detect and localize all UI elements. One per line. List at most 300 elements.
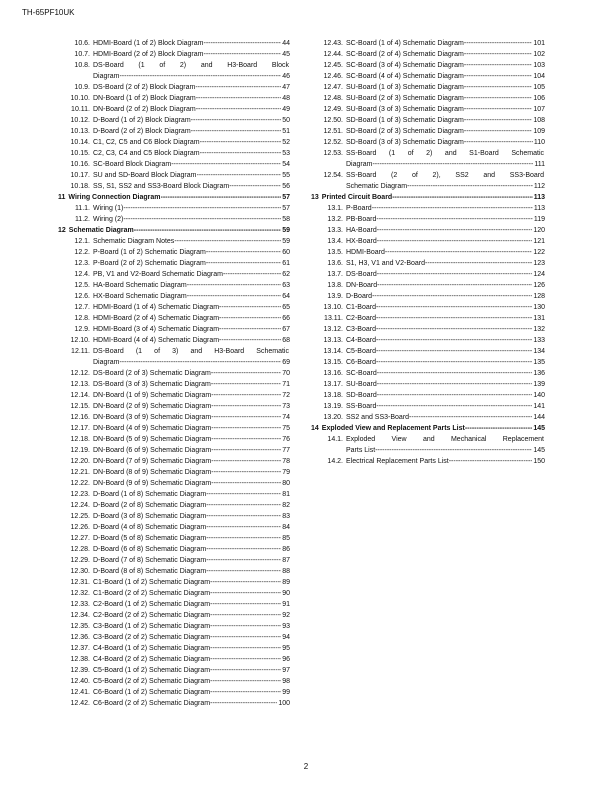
- toc-entry-page: 81: [282, 491, 290, 498]
- toc-entry-number: 13.20.: [323, 414, 343, 421]
- toc-entry-title: Wiring (1): [93, 205, 124, 212]
- toc-entry-title: C4-Board: [346, 337, 376, 344]
- toc-entry[interactable]: [58, 544, 290, 555]
- toc-entry[interactable]: [58, 434, 290, 445]
- toc-entry-title: D-Board (3 of 8) Schematic Diagram: [93, 513, 207, 520]
- toc-entry[interactable]: [311, 335, 545, 346]
- toc-entry[interactable]: [311, 225, 545, 236]
- toc-entry[interactable]: [58, 302, 290, 313]
- toc-entry-number: 13.2.: [327, 216, 343, 223]
- toc-entry[interactable]: [311, 412, 545, 423]
- toc-entry-number: 10.6.: [74, 40, 90, 47]
- toc-entry-page: 106: [533, 95, 545, 102]
- toc-entry-page: 111: [534, 161, 545, 168]
- dot-leader: [197, 170, 282, 181]
- toc-entry[interactable]: [58, 632, 290, 643]
- toc-section-heading[interactable]: [311, 423, 545, 434]
- toc-entry-number: 13.19.: [323, 403, 343, 410]
- toc-entry[interactable]: [311, 170, 545, 181]
- toc-entry-title: P-Board (1 of 2) Schematic Diagram: [93, 249, 206, 256]
- toc-entry-page: 53: [282, 150, 290, 157]
- toc-entry-number: 12.38.: [70, 656, 90, 663]
- dot-leader: [219, 324, 281, 335]
- toc-entry[interactable]: [311, 456, 545, 467]
- toc-entry-title: Wiring Connection Diagram: [68, 194, 161, 201]
- dot-leader: [376, 335, 532, 346]
- toc-entry-page: 131: [533, 315, 545, 322]
- toc-entry-number: 12.40.: [70, 678, 90, 685]
- toc-entry-number: 10.18.: [70, 183, 90, 190]
- toc-entry-number: 10.9.: [74, 84, 90, 91]
- toc-entry-number: 13.11.: [324, 315, 343, 322]
- dot-leader: [206, 489, 281, 500]
- toc-entry-number: 12.12.: [70, 370, 90, 377]
- toc-entry[interactable]: [58, 159, 290, 170]
- dot-leader: [211, 434, 281, 445]
- toc-entry[interactable]: [58, 203, 290, 214]
- toc-entry-number: 13.12.: [323, 326, 343, 333]
- toc-entry-number: 10.14.: [70, 139, 90, 146]
- toc-entry[interactable]: [311, 137, 545, 148]
- dot-leader: [464, 137, 533, 148]
- toc-entry-number: 12.20.: [70, 458, 90, 465]
- toc-entry-number: 10.12.: [70, 117, 90, 124]
- toc-entry[interactable]: [58, 368, 290, 379]
- dot-leader: [210, 643, 281, 654]
- toc-entry[interactable]: [311, 159, 545, 170]
- toc-entry-title: C1, C2, C5 and C6 Block Diagram: [93, 139, 200, 146]
- toc-entry-title: Wiring (2): [93, 216, 124, 223]
- toc-entry-number: 12.35.: [70, 623, 90, 630]
- dot-leader: [377, 280, 532, 291]
- toc-entry[interactable]: [58, 687, 290, 698]
- toc-entry-page: 78: [282, 458, 290, 465]
- toc-entry-number: 12.30.: [70, 568, 90, 575]
- toc-entry-page: 124: [533, 271, 545, 278]
- toc-entry[interactable]: [311, 280, 545, 291]
- toc-entry-number: 13.10.: [323, 304, 343, 311]
- toc-entry-title: D-Board (1 of 8) Schematic Diagram: [93, 491, 207, 498]
- toc-entry[interactable]: [58, 478, 290, 489]
- toc-entry-number: 12.8.: [74, 315, 90, 322]
- toc-entry[interactable]: [58, 401, 290, 412]
- toc-entry-page: 145: [533, 447, 545, 454]
- toc-entry-page: 122: [533, 249, 545, 256]
- toc-entry-page: 45: [282, 51, 290, 58]
- toc-entry[interactable]: [311, 236, 545, 247]
- toc-entry-page: 132: [533, 326, 545, 333]
- toc-entry-number: 12.25.: [70, 513, 90, 520]
- dot-leader: [409, 412, 532, 423]
- toc-entry-page: 112: [533, 183, 545, 190]
- toc-entry[interactable]: [58, 533, 290, 544]
- toc-entry[interactable]: [58, 126, 290, 137]
- toc-entry-number: 12.47.: [323, 84, 343, 91]
- toc-entry-page: 89: [282, 579, 290, 586]
- dot-leader: [464, 60, 532, 71]
- toc-entry-number: 12.23.: [70, 491, 90, 498]
- toc-entry-title: SC-Board: [346, 370, 377, 377]
- toc-entry[interactable]: [311, 357, 545, 368]
- toc-entry-page: 130: [533, 304, 545, 311]
- toc-entry[interactable]: [58, 577, 290, 588]
- toc-entry-title: SS-Board: [346, 403, 377, 410]
- toc-entry[interactable]: [311, 49, 545, 60]
- toc-entry-page: 59: [282, 238, 290, 245]
- toc-entry-page: 102: [533, 51, 545, 58]
- toc-entry[interactable]: [58, 71, 290, 82]
- toc-entry[interactable]: [58, 214, 290, 225]
- toc-entry-page: 70: [282, 370, 290, 377]
- toc-entry[interactable]: [58, 566, 290, 577]
- toc-entry-number: 12.10.: [70, 337, 90, 344]
- toc-entry[interactable]: [58, 676, 290, 687]
- toc-entry-title: HX-Board Schematic Diagram: [93, 293, 187, 300]
- toc-entry-title: DN-Board (3 of 9) Schematic Diagram: [93, 414, 212, 421]
- toc-entry-page: 113: [533, 205, 545, 212]
- dot-leader: [200, 148, 282, 159]
- toc-entry[interactable]: [58, 456, 290, 467]
- toc-entry-title: C2-Board: [346, 315, 376, 322]
- toc-entry-page: 86: [282, 546, 290, 553]
- toc-entry-page: 93: [282, 623, 290, 630]
- toc-entry-number: 12: [58, 227, 66, 234]
- toc-entry-number: 12.19.: [70, 447, 90, 454]
- toc-section-heading[interactable]: [311, 192, 545, 203]
- toc-entry[interactable]: [311, 401, 545, 412]
- toc-entry[interactable]: [311, 313, 545, 324]
- toc-entry-title: P-Board (2 of 2) Schematic Diagram: [93, 260, 206, 267]
- toc-entry[interactable]: [311, 324, 545, 335]
- toc-entry[interactable]: [58, 170, 290, 181]
- toc-entry-title: D-Board (2 of 2) Block Diagram: [93, 128, 191, 135]
- toc-entry-number: 13.16.: [323, 370, 343, 377]
- toc-entry[interactable]: [311, 148, 545, 159]
- toc-entry-title: SS-Board (2 of 2), SS2 and SS3-Board: [346, 172, 544, 179]
- toc-entry-number: 10.15.: [70, 150, 90, 157]
- toc-entry-page: 150: [533, 458, 545, 465]
- dot-leader: [210, 610, 281, 621]
- toc-entry-number: 12.50.: [323, 117, 343, 124]
- toc-entry[interactable]: [311, 104, 545, 115]
- toc-entry-page: 108: [533, 117, 545, 124]
- toc-entry-page: 109: [533, 128, 545, 135]
- toc-entry-number: 12.21.: [70, 469, 90, 476]
- toc-entry-number: 10.7.: [74, 51, 90, 58]
- toc-entry[interactable]: [58, 148, 290, 159]
- dot-leader: [449, 456, 533, 467]
- toc-entry[interactable]: [311, 434, 545, 445]
- dot-leader: [377, 236, 533, 247]
- toc-entry[interactable]: [311, 126, 545, 137]
- toc-entry-number: 12.16.: [70, 414, 90, 421]
- toc-entry[interactable]: [58, 445, 290, 456]
- toc-entry-page: 96: [282, 656, 290, 663]
- dot-leader: [219, 335, 281, 346]
- toc-entry[interactable]: [311, 71, 545, 82]
- dot-leader: [385, 247, 532, 258]
- toc-entry-page: 104: [533, 73, 545, 80]
- toc-entry-title: DN-Board (9 of 9) Schematic Diagram: [93, 480, 212, 487]
- toc-entry-title: C5-Board: [346, 348, 376, 355]
- toc-entry-number: 12.36.: [70, 634, 90, 641]
- toc-entry-title: C3-Board: [346, 326, 376, 333]
- dot-leader: [210, 654, 281, 665]
- toc-entry-page: 66: [282, 315, 290, 322]
- toc-entry-title: SU-Board (1 of 3) Schematic Diagram: [346, 84, 464, 91]
- toc-entry-number: 12.14.: [70, 392, 90, 399]
- toc-entry[interactable]: [311, 247, 545, 258]
- toc-entry[interactable]: [58, 247, 290, 258]
- toc-entry-number: 12.27.: [70, 535, 90, 542]
- toc-entry-title: DN-Board (2 of 2) Block Diagram: [93, 106, 196, 113]
- toc-entry[interactable]: [311, 291, 545, 302]
- dot-leader: [134, 225, 281, 236]
- toc-left-column: [58, 38, 290, 709]
- toc-entry-page: 63: [282, 282, 290, 289]
- toc-entry-number: 10.11.: [71, 106, 90, 113]
- toc-entry-title: S1, H3, V1 and V2-Board: [346, 260, 425, 267]
- toc-section-heading[interactable]: [58, 192, 290, 203]
- toc-entry-number: 12.13.: [70, 381, 90, 388]
- dot-leader: [372, 291, 532, 302]
- toc-entry[interactable]: [311, 203, 545, 214]
- toc-entry-page: 85: [282, 535, 290, 542]
- toc-entry[interactable]: [58, 412, 290, 423]
- toc-entry[interactable]: [311, 258, 545, 269]
- toc-entry-page: 50: [282, 117, 290, 124]
- toc-entry[interactable]: [58, 115, 290, 126]
- toc-entry-number: 12.51.: [323, 128, 343, 135]
- toc-entry-number: 12.45.: [323, 62, 343, 69]
- toc-entry[interactable]: [311, 214, 545, 225]
- dot-leader: [219, 302, 281, 313]
- toc-entry-title: C2, C3, C4 and C5 Block Diagram: [93, 150, 200, 157]
- toc-entry-number: 12.52.: [323, 139, 343, 146]
- toc-entry-page: 75: [282, 425, 290, 432]
- toc-entry[interactable]: [58, 258, 290, 269]
- toc-entry-page: 133: [533, 337, 545, 344]
- dot-leader: [377, 269, 533, 280]
- toc-entry[interactable]: [58, 269, 290, 280]
- toc-entry-number: 13.1.: [327, 205, 343, 212]
- toc-entry[interactable]: [58, 621, 290, 632]
- dot-leader: [211, 423, 281, 434]
- toc-entry-title: SS, S1, SS2 and SS3-Board Block Diagram: [93, 183, 230, 190]
- toc-entry[interactable]: [58, 335, 290, 346]
- toc-entry[interactable]: [58, 610, 290, 621]
- toc-entry-title: SC-Board Block Diagram: [93, 161, 172, 168]
- dot-leader: [210, 599, 281, 610]
- toc-entry-page: 103: [533, 62, 545, 69]
- toc-entry-title: DN-Board (4 of 9) Schematic Diagram: [93, 425, 212, 432]
- dot-leader: [425, 258, 532, 269]
- toc-entry-page: 94: [282, 634, 290, 641]
- toc-entry-title: DN-Board (1 of 2) Block Diagram: [93, 95, 196, 102]
- toc-entry-title: DS-Board (1 of 2) and H3-Board Block: [93, 62, 289, 69]
- toc-entry-page: 49: [282, 106, 290, 113]
- toc-entry-number: 10.16.: [70, 161, 90, 168]
- toc-entry-number: 10.10.: [70, 95, 90, 102]
- toc-entry-number: 12.24.: [70, 502, 90, 509]
- toc-entry[interactable]: [58, 38, 290, 49]
- toc-entry-number: 10.17.: [70, 172, 90, 179]
- toc-entry[interactable]: [58, 60, 290, 71]
- toc-entry-title: HX-Board: [346, 238, 377, 245]
- toc-entry[interactable]: [58, 555, 290, 566]
- toc-entry-page: 52: [282, 139, 290, 146]
- toc-entry-number: 11.1.: [74, 205, 90, 212]
- toc-entry[interactable]: [58, 181, 290, 192]
- toc-entry-title: HA-Board Schematic Diagram: [93, 282, 187, 289]
- toc-entry-page: 69: [282, 359, 290, 366]
- toc-entry-title: SS-Board (1 of 2) and S1-Board Schematic: [346, 150, 544, 157]
- toc-entry-number: 12.2.: [74, 249, 90, 256]
- toc-entry[interactable]: [58, 313, 290, 324]
- toc-entry-number: 14.2.: [327, 458, 343, 465]
- toc-section-heading[interactable]: [58, 225, 290, 236]
- toc-entry[interactable]: [311, 379, 545, 390]
- toc-entry-page: 46: [282, 73, 290, 80]
- toc-entry-title: SC-Board (1 of 4) Schematic Diagram: [346, 40, 464, 47]
- toc-entry-page: 57: [282, 194, 290, 201]
- dot-leader: [210, 687, 281, 698]
- toc-entry-title: C4-Board (1 of 2) Schematic Diagram: [93, 645, 211, 652]
- toc-entry-page: 82: [282, 502, 290, 509]
- toc-entry[interactable]: [311, 115, 545, 126]
- toc-entry-page: 88: [282, 568, 290, 575]
- toc-entry-number: 14.1.: [327, 436, 343, 443]
- toc-entry-title: C3-Board (2 of 2) Schematic Diagram: [93, 634, 211, 641]
- toc-entry[interactable]: [311, 93, 545, 104]
- toc-entry-title: DS-Board: [346, 271, 377, 278]
- toc-entry-title: Exploded View and Replacement Parts List: [321, 425, 465, 432]
- toc-entry[interactable]: [58, 93, 290, 104]
- toc-entry[interactable]: [311, 368, 545, 379]
- toc-entry[interactable]: [58, 346, 290, 357]
- toc-entry-number: 12.41.: [70, 689, 90, 696]
- dot-leader: [229, 181, 281, 192]
- toc-entry[interactable]: [58, 599, 290, 610]
- toc-entry-title: P-Board: [346, 205, 372, 212]
- toc-entry-page: 90: [282, 590, 290, 597]
- toc-entry-page: 128: [533, 293, 545, 300]
- toc-entry-title: C5-Board (1 of 2) Schematic Diagram: [93, 667, 211, 674]
- toc-entry-title: C1-Board (2 of 2) Schematic Diagram: [93, 590, 211, 597]
- toc-entry[interactable]: [311, 302, 545, 313]
- toc-entry-number: 12.43.: [323, 40, 343, 47]
- toc-entry[interactable]: [311, 269, 545, 280]
- toc-entry[interactable]: [58, 390, 290, 401]
- toc-entry-title: HA-Board: [346, 227, 377, 234]
- toc-entry-page: 87: [282, 557, 290, 564]
- toc-entry[interactable]: [58, 280, 290, 291]
- dot-leader: [377, 225, 533, 236]
- toc-entry[interactable]: [311, 181, 545, 192]
- toc-entry[interactable]: [311, 445, 545, 456]
- toc-entry-title: Electrical Replacement Parts List: [346, 458, 449, 465]
- toc-entry[interactable]: [58, 236, 290, 247]
- toc-entry-page: 110: [533, 139, 545, 146]
- toc-entry-page: 61: [282, 260, 290, 267]
- toc-entry-number: 12.54.: [323, 172, 343, 179]
- toc-entry[interactable]: [58, 291, 290, 302]
- toc-entry-page: 84: [282, 524, 290, 531]
- dot-leader: [210, 632, 281, 643]
- dot-leader: [376, 214, 532, 225]
- toc-entry-title: DS-Board (3 of 3) Schematic Diagram: [93, 381, 211, 388]
- dot-leader: [376, 313, 532, 324]
- toc-entry[interactable]: [58, 379, 290, 390]
- toc-entry-page: 126: [533, 282, 545, 289]
- toc-entry[interactable]: [311, 346, 545, 357]
- toc-entry[interactable]: [311, 390, 545, 401]
- toc-entry-page: 74: [282, 414, 290, 421]
- toc-entry[interactable]: [58, 522, 290, 533]
- toc-entry-title: C6-Board: [346, 359, 376, 366]
- toc-entry-title: PB, V1 and V2-Board Schematic Diagram: [93, 271, 223, 278]
- toc-entry[interactable]: [58, 357, 290, 368]
- toc-entry[interactable]: [311, 38, 545, 49]
- toc-entry[interactable]: [58, 104, 290, 115]
- toc-entry[interactable]: [58, 137, 290, 148]
- toc-entry-title: DN-Board (5 of 9) Schematic Diagram: [93, 436, 212, 443]
- dot-leader: [206, 522, 281, 533]
- toc-entry-page: 77: [282, 447, 290, 454]
- toc-entry-title: C4-Board (2 of 2) Schematic Diagram: [93, 656, 211, 663]
- toc-entry[interactable]: [58, 489, 290, 500]
- toc-entry[interactable]: [58, 467, 290, 478]
- dot-leader: [195, 82, 281, 93]
- toc-entry-title: HDMI-Board (3 of 4) Schematic Diagram: [93, 326, 220, 333]
- toc-entry-page: 97: [282, 667, 290, 674]
- toc-entry-title: Diagram: [346, 161, 373, 168]
- dot-leader: [123, 214, 281, 225]
- dot-leader: [219, 313, 281, 324]
- toc-entry[interactable]: [58, 82, 290, 93]
- dot-leader: [174, 236, 281, 247]
- toc-entry-title: DS-Board (2 of 2) Block Diagram: [93, 84, 196, 91]
- toc-entry[interactable]: [58, 49, 290, 60]
- toc-entry-title: Schematic Diagram: [346, 183, 408, 190]
- dot-leader: [376, 401, 532, 412]
- toc-entry-title: Diagram: [93, 359, 120, 366]
- dot-leader: [123, 203, 281, 214]
- toc-entry-page: 57: [282, 205, 290, 212]
- toc-entry[interactable]: [58, 423, 290, 434]
- toc-entry[interactable]: [58, 588, 290, 599]
- toc-entry-page: 107: [533, 106, 545, 113]
- dot-leader: [187, 291, 281, 302]
- toc-entry-number: 12.48.: [323, 95, 343, 102]
- toc-entry[interactable]: [58, 643, 290, 654]
- toc-entry[interactable]: [58, 324, 290, 335]
- document-header: TH-65PF10UK: [22, 8, 75, 17]
- toc-entry-number: 13.4.: [327, 238, 343, 245]
- toc-entry-page: 59: [282, 227, 290, 234]
- toc-entry[interactable]: [58, 698, 290, 709]
- toc-entry-number: 13: [311, 194, 319, 201]
- toc-entry[interactable]: [58, 511, 290, 522]
- toc-entry[interactable]: [58, 665, 290, 676]
- toc-entry[interactable]: [58, 654, 290, 665]
- toc-entry-page: 119: [533, 216, 545, 223]
- toc-entry[interactable]: [311, 82, 545, 93]
- toc-entry[interactable]: [311, 60, 545, 71]
- toc-entry[interactable]: [58, 500, 290, 511]
- dot-leader: [392, 192, 533, 203]
- toc-entry-number: 11: [58, 194, 66, 201]
